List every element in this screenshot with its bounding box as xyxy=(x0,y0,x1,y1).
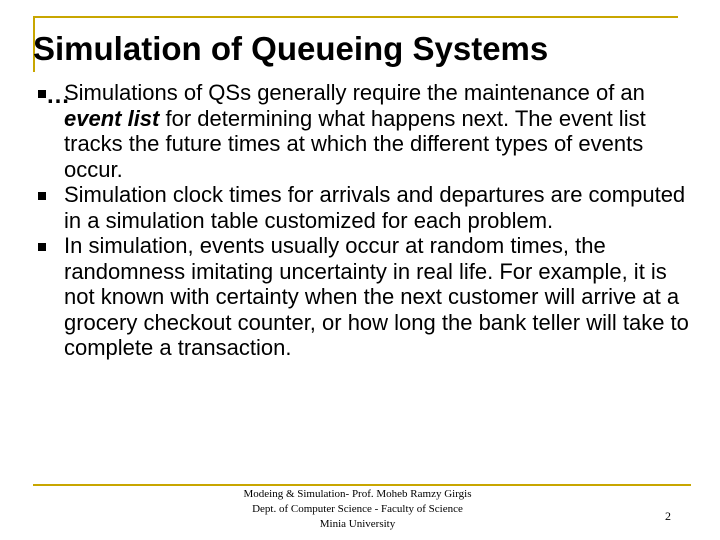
bullet-text-segment: In simulation, events usually occur at random times, the randomness imitating uncertainty in real life. For example, it is not known with certainty when the next customer will arrive at a grocery checkout counter, or how long the bank teller will take to complete a transaction. xyxy=(64,233,689,360)
emphasized-term: event list xyxy=(64,105,160,131)
slide-title: Simulation of Queueing Systems xyxy=(33,30,549,67)
footer-line-university: Minia University xyxy=(319,518,396,530)
bullet-list xyxy=(38,80,702,361)
footer-credits xyxy=(205,487,510,532)
square-bullet-icon xyxy=(38,192,46,200)
footer-line-course: Modeing & Simulation- Prof. Moheb Ramzy Girgis xyxy=(243,488,472,500)
footer-rule xyxy=(33,484,691,486)
continuation-marker: … xyxy=(46,82,70,109)
bullet-text xyxy=(64,233,702,361)
bullet-text xyxy=(64,80,702,182)
bullet-text-segment: for determining what happens next. The event list tracks the future times at which the different types of events occur. xyxy=(64,105,646,182)
bullet-item xyxy=(38,80,702,182)
bullet-item xyxy=(38,233,702,361)
bullet-text xyxy=(64,182,702,233)
square-bullet-icon xyxy=(38,90,46,98)
footer-line-department: Dept. of Computer Science - Faculty of Science xyxy=(252,503,463,515)
title-frame-top-rule xyxy=(33,16,678,18)
square-bullet-icon xyxy=(38,243,46,251)
bullet-text-segment: Simulation clock times for arrivals and departures are computed in a simulation table customized for each problem. xyxy=(64,182,686,233)
bullet-text-segment: Simulations of QSs generally require the maintenance of an xyxy=(64,80,645,105)
page-number: 2 xyxy=(665,509,671,523)
bullet-item xyxy=(38,182,702,233)
